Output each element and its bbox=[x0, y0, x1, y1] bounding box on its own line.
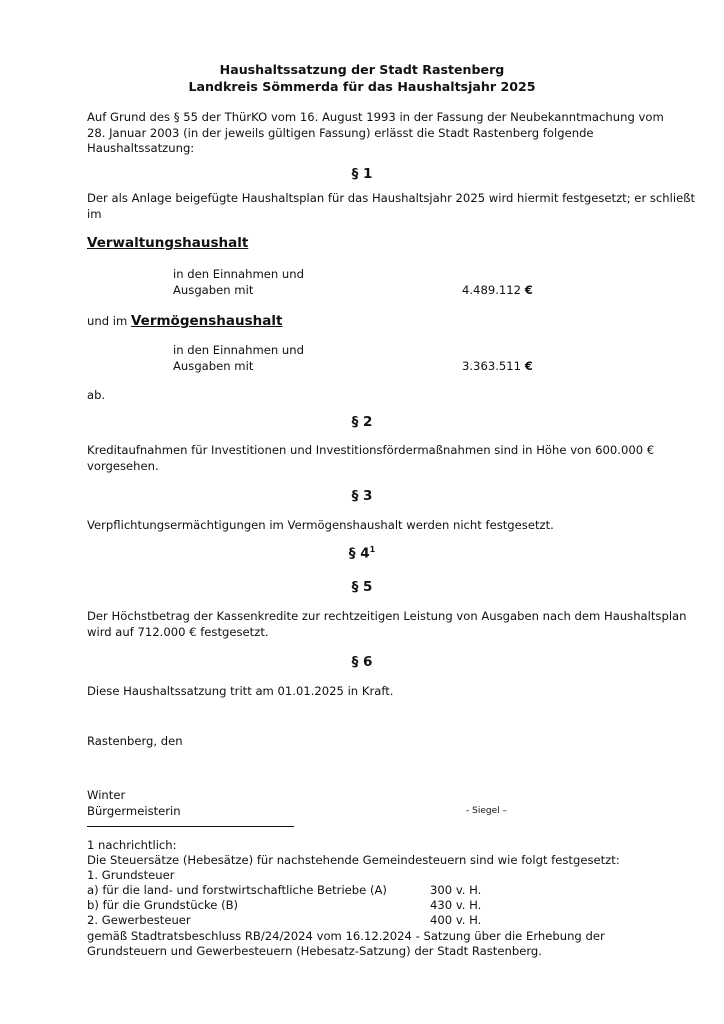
section-3-text: Verpflichtungsermächtigungen im Vermögenshaushalt werden nicht festgesetzt. bbox=[87, 518, 554, 532]
section-6-heading: § 6 bbox=[351, 654, 373, 670]
footnote-closing-line1: gemäß Stadtratsbeschluss RB/24/2024 vom 16.12.2024 - Satzung über die Erhebung der bbox=[87, 929, 605, 943]
section-5-heading: § 5 bbox=[351, 579, 373, 595]
footnote-row-label: b) für die Grundstücke (B) bbox=[87, 898, 239, 912]
section-2-text-line2: vorgesehen. bbox=[87, 459, 159, 473]
intro-line3: Haushaltssatzung: bbox=[87, 141, 195, 155]
seal-placeholder: - Siegel – bbox=[466, 806, 507, 816]
footnote-row-value: 400 v. H. bbox=[430, 913, 482, 927]
section-2-text-line1: Kreditaufnahmen für Investitionen und Investitionsfördermaßnahmen sind in Höhe von 600.000 € bbox=[87, 443, 655, 457]
verwaltungshaushalt-label-line2: Ausgaben mit bbox=[173, 283, 254, 297]
verwaltungshaushalt-heading: Verwaltungshaushalt bbox=[87, 235, 249, 251]
footnote-label: 1 nachrichtlich: bbox=[87, 838, 177, 852]
section-3-heading: § 3 bbox=[351, 488, 373, 504]
section-5-text-line2: wird auf 712.000 € festgesetzt. bbox=[87, 625, 269, 639]
section-6-text: Diese Haushaltssatzung tritt am 01.01.2025 in Kraft. bbox=[87, 684, 394, 698]
intro-line2: 28. Januar 2003 (in der jeweils gültigen Fassung) erlässt die Stadt Rastenberg folgende bbox=[87, 126, 594, 140]
vermoegenshaushalt-label-line2: Ausgaben mit bbox=[173, 359, 254, 373]
vermoegenshaushalt-amount bbox=[462, 359, 533, 373]
section-2-heading: § 2 bbox=[351, 414, 373, 430]
document-title-line1: Haushaltssatzung der Stadt Rastenberg bbox=[219, 62, 505, 77]
section-1-heading: § 1 bbox=[351, 166, 373, 182]
footnote-row-value: 300 v. H. bbox=[430, 883, 482, 897]
intro-line1: Auf Grund des § 55 der ThürKO vom 16. August 1993 in der Fassung der Neubekanntmachung vom bbox=[87, 110, 664, 124]
section-4-label: § 4 bbox=[348, 545, 370, 562]
place-date: Rastenberg, den bbox=[87, 734, 183, 748]
footnote-row-value: 430 v. H. bbox=[430, 898, 482, 912]
vermoegenshaushalt-amount-value: 3.363.511 bbox=[462, 359, 522, 373]
footnote-row-label: 1. Grundsteuer bbox=[87, 868, 175, 882]
signatory-name: Winter bbox=[87, 788, 126, 802]
section-1-text-line2: im bbox=[87, 207, 102, 221]
section-4-heading bbox=[0, 545, 724, 562]
document-title-line2: Landkreis Sömmerda für das Haushaltsjahr 2025 bbox=[188, 79, 536, 94]
footnote-row-label: a) für die land- und forstwirtschaftliche Betriebe (A) bbox=[87, 883, 387, 897]
verwaltungshaushalt-label-line1: in den Einnahmen und bbox=[173, 267, 304, 281]
footnote-mark: 1 bbox=[369, 545, 376, 554]
vermoegenshaushalt-label-line1: in den Einnahmen und bbox=[173, 343, 304, 357]
footnote-intro: Die Steuersätze (Hebesätze) für nachstehende Gemeindesteuern sind wie folgt festgesetzt: bbox=[87, 853, 620, 867]
verwaltungshaushalt-amount bbox=[462, 283, 533, 297]
vermoegenshaushalt-line bbox=[87, 313, 282, 329]
signatory-role: Bürgermeisterin bbox=[87, 804, 181, 818]
footnote-row-label: 2. Gewerbesteuer bbox=[87, 913, 191, 927]
section-1-closing: ab. bbox=[87, 388, 106, 402]
verwaltungshaushalt-currency: € bbox=[524, 283, 533, 297]
verwaltungshaushalt-amount-value: 4.489.112 bbox=[462, 283, 522, 297]
vermoegenshaushalt-currency: € bbox=[524, 359, 533, 373]
vermoegenshaushalt-heading: Vermögenshaushalt bbox=[130, 313, 283, 329]
vermoegenshaushalt-prefix: und im bbox=[87, 314, 131, 328]
footnote-divider bbox=[87, 826, 294, 827]
section-1-text-line1: Der als Anlage beigefügte Haushaltsplan für das Haushaltsjahr 2025 wird hiermit festgesetzt; er schließt bbox=[87, 191, 696, 205]
footnote-closing-line2: Grundsteuern und Gewerbesteuern (Hebesatz-Satzung) der Stadt Rastenberg. bbox=[87, 944, 542, 958]
section-5-text-line1: Der Höchstbetrag der Kassenkredite zur rechtzeitigen Leistung von Ausgaben nach dem Haushaltsplan bbox=[87, 609, 687, 623]
